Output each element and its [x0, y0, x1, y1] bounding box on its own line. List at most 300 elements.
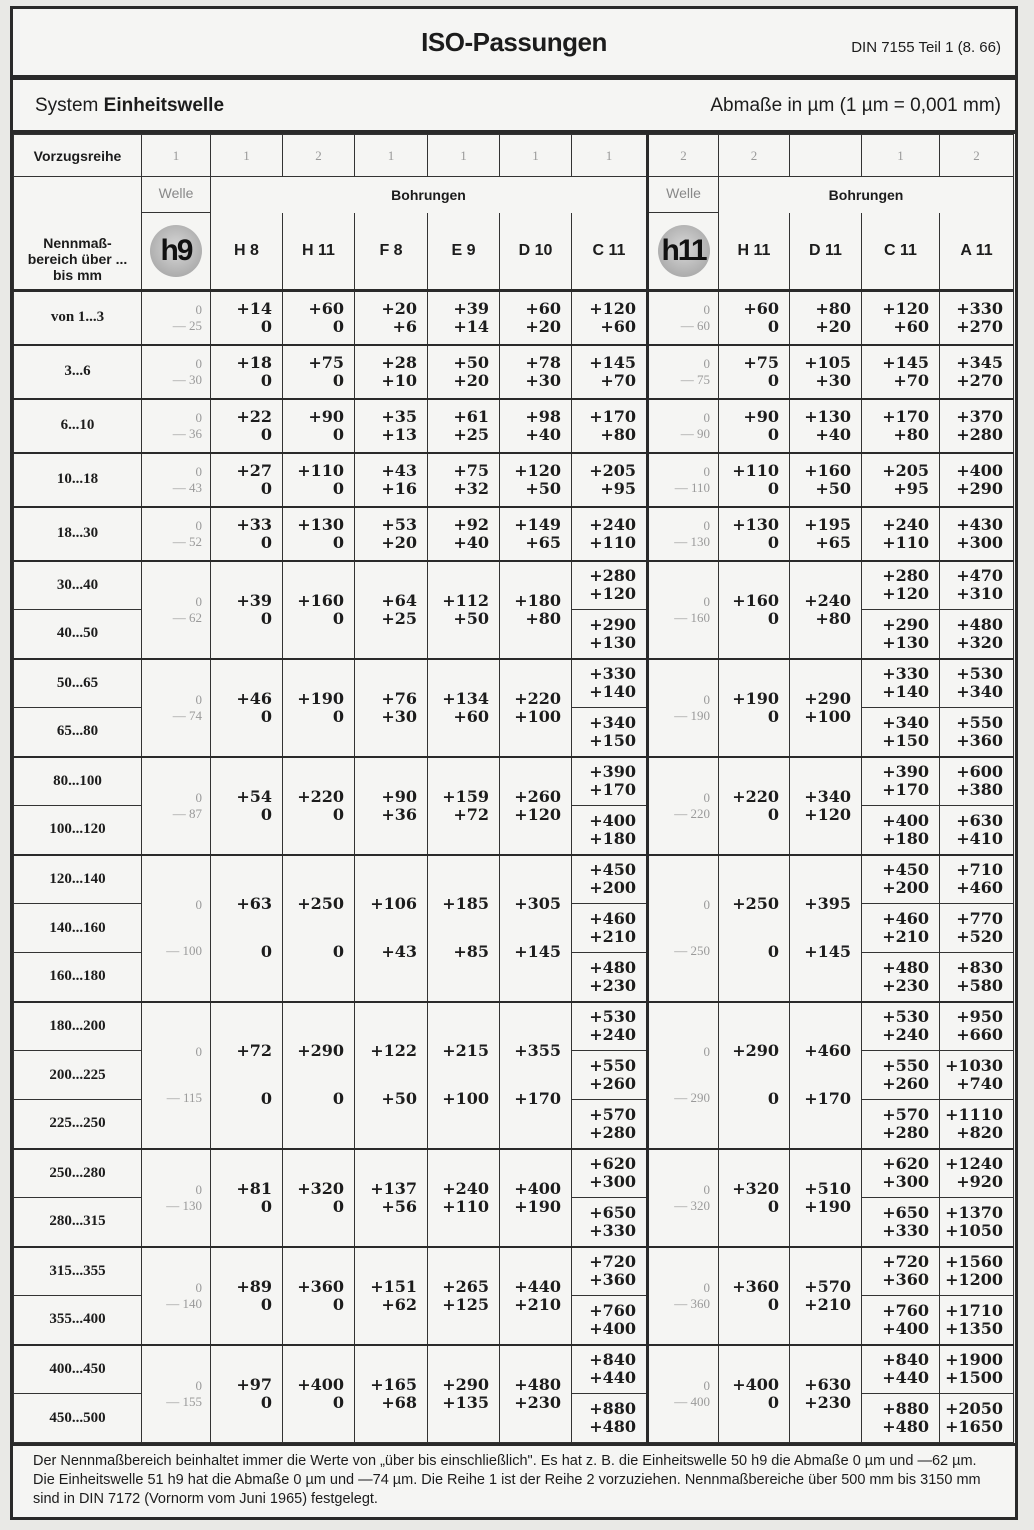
upper-deviation: +570 [804, 1276, 851, 1296]
lower-deviation: +60 [600, 316, 636, 336]
deviation-pair [355, 895, 427, 961]
value-cell [142, 453, 211, 507]
deviation-pair [862, 959, 939, 995]
upper-deviation: +360 [732, 1276, 779, 1296]
lower-deviation: +740 [956, 1074, 1003, 1093]
lower-deviation: +210 [514, 1294, 561, 1314]
deviation-pair [719, 300, 789, 336]
lower-deviation: +150 [589, 730, 636, 750]
lower-deviation: 0 [767, 804, 779, 824]
value-cell [355, 1002, 428, 1149]
upper-deviation: +620 [589, 1154, 636, 1174]
lower-deviation: 0 [260, 706, 272, 726]
nominal-range: 160...180 [14, 953, 142, 1002]
deviation-pair [719, 895, 789, 961]
lower-deviation: 0 [767, 942, 779, 961]
upper-deviation: +250 [732, 894, 779, 913]
value-cell [283, 855, 355, 1002]
upper-deviation: +760 [589, 1300, 636, 1320]
upper-deviation: +390 [589, 762, 636, 782]
value-cell [648, 1149, 719, 1247]
deviation-pair [142, 410, 210, 442]
upper-deviation: 0 [195, 789, 202, 805]
deviation-pair [649, 594, 718, 626]
upper-deviation: +160 [804, 460, 851, 480]
value-cell [862, 757, 940, 806]
value-cell [719, 453, 790, 507]
value-cell [283, 1247, 355, 1345]
lower-deviation: 0 [260, 370, 272, 390]
lower-deviation: +25 [453, 424, 489, 444]
upper-deviation: +215 [442, 1041, 489, 1060]
upper-deviation: +290 [297, 1041, 344, 1060]
lower-deviation: +20 [453, 370, 489, 390]
lower-deviation: +260 [589, 1074, 636, 1093]
group-header-row [14, 177, 1014, 213]
deviation-pair [790, 516, 861, 552]
bohrungen-label-left: Bohrungen [211, 177, 648, 213]
upper-deviation: +320 [297, 1178, 344, 1198]
deviation-pair [862, 1106, 939, 1142]
deviation-pair [283, 1376, 354, 1412]
lower-deviation: 0 [260, 942, 272, 961]
value-cell [790, 561, 862, 659]
deviation-pair [719, 1042, 789, 1108]
deviation-pair [500, 1278, 571, 1314]
value-cell [572, 757, 648, 806]
upper-deviation: +20 [381, 298, 417, 318]
upper-deviation: +460 [804, 1041, 851, 1060]
lower-deviation: +85 [453, 942, 489, 961]
deviation-pair [862, 714, 939, 750]
value-cell [572, 507, 648, 561]
lower-deviation: +380 [956, 780, 1003, 800]
lower-deviation: +480 [882, 1417, 929, 1436]
bohrungen-label-right: Bohrungen [719, 177, 1014, 213]
deviation-pair [500, 516, 571, 552]
deviation-pair [862, 1400, 939, 1436]
vorzugsreihe-value: 1 [500, 135, 572, 177]
lower-deviation: +130 [589, 632, 636, 652]
lower-deviation: 0 [260, 478, 272, 498]
deviation-pair [211, 1376, 282, 1412]
deviation-pair [428, 592, 499, 628]
upper-deviation: 0 [195, 691, 202, 707]
deviation-pair [862, 812, 939, 848]
value-cell [862, 291, 940, 345]
lower-deviation: +100 [804, 706, 851, 726]
deviation-pair [572, 1204, 646, 1240]
value-cell [355, 399, 428, 453]
lower-deviation: 0 [332, 1089, 344, 1108]
upper-deviation: 0 [195, 1181, 202, 1197]
lower-deviation: +145 [514, 942, 561, 961]
lower-deviation: +210 [804, 1294, 851, 1314]
value-cell [862, 399, 940, 453]
deviation-pair [940, 665, 1013, 701]
value-cell [500, 659, 572, 757]
deviation-pair [790, 462, 861, 498]
deviation-pair [940, 763, 1013, 799]
value-cell [862, 1198, 940, 1247]
lower-deviation: — 115 [166, 1090, 202, 1105]
upper-deviation: +43 [381, 460, 417, 480]
upper-deviation: +35 [381, 406, 417, 426]
deviation-pair [500, 1042, 571, 1108]
lower-deviation: 0 [332, 608, 344, 628]
nominal-range: 400...450 [14, 1345, 142, 1394]
deviation-pair [940, 1057, 1013, 1093]
value-cell [211, 291, 283, 345]
lower-deviation: — 36 [172, 425, 202, 441]
lower-deviation: +310 [956, 584, 1003, 604]
nominal-range: 140...160 [14, 904, 142, 953]
deviation-pair [500, 895, 571, 961]
deviation-pair [142, 1280, 210, 1312]
upper-deviation: +340 [589, 712, 636, 732]
value-cell [355, 855, 428, 1002]
upper-deviation: +530 [956, 664, 1003, 684]
deviation-pair [142, 1044, 210, 1106]
value-cell [572, 904, 648, 953]
value-cell [572, 291, 648, 345]
lower-deviation: +270 [956, 316, 1003, 336]
upper-deviation: 0 [703, 691, 710, 707]
lower-deviation: 0 [260, 804, 272, 824]
system-name: Einheitswelle [103, 95, 225, 116]
value-cell [940, 1345, 1014, 1394]
value-cell [648, 507, 719, 561]
lower-deviation: +120 [804, 804, 851, 824]
lower-deviation: — 130 [674, 533, 710, 549]
upper-deviation: +760 [882, 1300, 929, 1320]
lower-deviation: 0 [332, 424, 344, 444]
value-cell [719, 561, 790, 659]
fit-header: H 8 [211, 213, 283, 291]
upper-deviation: +180 [514, 590, 561, 610]
value-cell [648, 659, 719, 757]
upper-deviation: +98 [525, 406, 561, 426]
lower-deviation: +120 [589, 584, 636, 604]
upper-deviation: +600 [956, 762, 1003, 782]
upper-deviation: +28 [381, 352, 417, 372]
lower-deviation: +50 [453, 608, 489, 628]
lower-deviation: 0 [332, 370, 344, 390]
upper-deviation: +110 [297, 460, 344, 480]
value-cell [355, 345, 428, 399]
lower-deviation: +300 [882, 1172, 929, 1192]
value-cell [500, 1149, 572, 1247]
lower-deviation: — 190 [674, 707, 710, 723]
value-cell [572, 1296, 648, 1345]
upper-deviation: +480 [589, 957, 636, 977]
deviation-pair [500, 690, 571, 726]
value-cell [862, 953, 940, 1002]
upper-deviation: 0 [703, 1044, 710, 1059]
lower-deviation: +36 [381, 804, 417, 824]
value-cell [428, 855, 500, 1002]
value-cell [142, 757, 211, 855]
deviation-pair [572, 616, 646, 652]
upper-deviation: +120 [882, 298, 929, 318]
value-cell [428, 291, 500, 345]
deviation-pair [283, 516, 354, 552]
nominal-range: 450...500 [14, 1394, 142, 1443]
upper-deviation: +220 [514, 688, 561, 708]
value-cell [940, 1296, 1014, 1345]
lower-deviation: +125 [442, 1294, 489, 1314]
upper-deviation: +63 [236, 894, 272, 913]
deviation-pair [572, 1253, 646, 1289]
value-cell [862, 1247, 940, 1296]
upper-deviation: 0 [195, 1044, 202, 1059]
upper-deviation: +530 [882, 1007, 929, 1027]
upper-deviation: +220 [732, 786, 779, 806]
lower-deviation: +1350 [945, 1318, 1003, 1338]
upper-deviation: 0 [195, 517, 202, 533]
lower-deviation: +170 [882, 780, 929, 800]
table-row [14, 507, 1014, 561]
units-note: Abmaße in µm (1 µm = 0,001 mm) [710, 95, 1001, 116]
lower-deviation: +20 [815, 316, 851, 336]
lower-deviation: 0 [260, 608, 272, 628]
upper-deviation: +1370 [945, 1202, 1003, 1222]
value-cell [790, 855, 862, 1002]
value-cell [940, 1100, 1014, 1149]
deviation-pair [649, 692, 718, 724]
deviation-pair [649, 410, 718, 442]
deviation-pair [649, 302, 718, 334]
upper-deviation: +400 [297, 1374, 344, 1394]
value-cell [355, 507, 428, 561]
value-cell [211, 507, 283, 561]
table-row [14, 757, 1014, 806]
upper-deviation: +550 [589, 1056, 636, 1075]
deviation-pair [790, 788, 861, 824]
nominal-range: 355...400 [14, 1296, 142, 1345]
deviation-pair [862, 1204, 939, 1240]
fit-header: H 11 [719, 213, 790, 291]
deviation-pair [283, 1278, 354, 1314]
lower-deviation: +80 [525, 608, 561, 628]
lower-deviation: — 43 [172, 479, 202, 495]
deviation-pair [862, 1008, 939, 1044]
deviation-pair [500, 1376, 571, 1412]
upper-deviation: +280 [589, 566, 636, 586]
upper-deviation: +480 [514, 1374, 561, 1394]
deviation-pair [862, 1351, 939, 1387]
lower-deviation: +30 [381, 706, 417, 726]
deviation-pair [862, 1155, 939, 1191]
lower-deviation: +43 [381, 942, 417, 961]
h11-badge: h11 [658, 225, 710, 277]
upper-deviation: 0 [703, 409, 710, 425]
value-cell [940, 855, 1014, 904]
upper-deviation: +450 [882, 860, 929, 880]
deviation-pair [940, 1106, 1013, 1142]
deviation-pair [862, 1253, 939, 1289]
fit-header: D 10 [500, 213, 572, 291]
lower-deviation: +1050 [945, 1220, 1003, 1240]
deviation-pair [649, 1378, 718, 1410]
upper-deviation: +360 [297, 1276, 344, 1296]
upper-deviation: +710 [956, 860, 1003, 880]
value-cell [862, 806, 940, 855]
upper-deviation: +110 [732, 460, 779, 480]
lower-deviation: +135 [442, 1392, 489, 1412]
upper-deviation: +320 [732, 1178, 779, 1198]
upper-deviation: 0 [195, 1377, 202, 1393]
lower-deviation: +410 [956, 828, 1003, 848]
lower-deviation: +280 [589, 1122, 636, 1142]
lower-deviation: 0 [332, 1196, 344, 1216]
table-row [14, 453, 1014, 507]
lower-deviation: +70 [893, 370, 929, 390]
deviation-pair [500, 300, 571, 336]
deviation-pair [355, 408, 427, 444]
lower-deviation: +30 [815, 370, 851, 390]
deviation-pair [142, 594, 210, 626]
value-cell [572, 1002, 648, 1051]
lower-deviation: +360 [882, 1270, 929, 1290]
deviation-pair [649, 1280, 718, 1312]
deviation-pair [940, 462, 1013, 498]
deviation-pair [940, 616, 1013, 652]
nominal-range: 280...315 [14, 1198, 142, 1247]
value-cell [940, 399, 1014, 453]
deviation-pair [572, 861, 646, 897]
system-label [35, 95, 224, 117]
lower-deviation: +240 [589, 1025, 636, 1045]
upper-deviation: +390 [882, 762, 929, 782]
upper-deviation: +240 [442, 1178, 489, 1198]
nominal-range: 225...250 [14, 1100, 142, 1149]
value-cell [862, 904, 940, 953]
vorzugsreihe-value: 1 [572, 135, 648, 177]
value-cell [283, 345, 355, 399]
deviation-pair [428, 300, 499, 336]
value-cell [862, 507, 940, 561]
deviation-pair [940, 910, 1013, 946]
deviation-pair [355, 1042, 427, 1108]
upper-deviation: +240 [589, 514, 636, 534]
upper-deviation: 0 [703, 1181, 710, 1197]
value-cell [940, 806, 1014, 855]
value-cell [428, 757, 500, 855]
lower-deviation: — 220 [674, 805, 710, 821]
deviation-pair [428, 895, 499, 961]
deviation-pair [211, 1042, 282, 1108]
upper-deviation: +112 [442, 590, 489, 610]
lower-deviation: +80 [893, 424, 929, 444]
lower-deviation: 0 [767, 608, 779, 628]
lower-deviation: +40 [525, 424, 561, 444]
lower-deviation: 0 [332, 706, 344, 726]
deviation-pair [649, 1044, 718, 1106]
lower-deviation: 0 [332, 804, 344, 824]
deviation-pair [142, 1182, 210, 1214]
lower-deviation: +62 [381, 1294, 417, 1314]
upper-deviation: +450 [589, 860, 636, 880]
deviation-pair [940, 408, 1013, 444]
value-cell [572, 1100, 648, 1149]
upper-deviation: 0 [195, 409, 202, 425]
deviation-pair [355, 1376, 427, 1412]
lower-deviation: +280 [956, 424, 1003, 444]
deviation-pair [790, 1376, 861, 1412]
upper-deviation: +340 [882, 712, 929, 732]
table-row [14, 345, 1014, 399]
deviation-pair [283, 462, 354, 498]
nominal-range: 120...140 [14, 855, 142, 904]
lower-deviation: +440 [589, 1368, 636, 1388]
value-cell [283, 507, 355, 561]
upper-deviation: +400 [732, 1374, 779, 1394]
deviation-pair [719, 788, 789, 824]
deviation-pair [940, 354, 1013, 390]
upper-deviation: +205 [589, 460, 636, 480]
lower-deviation: +290 [956, 478, 1003, 498]
value-cell [940, 507, 1014, 561]
value-cell [648, 345, 719, 399]
lower-deviation: 0 [767, 1089, 779, 1108]
upper-deviation: +170 [589, 406, 636, 426]
page-title: ISO-Passungen [421, 27, 607, 57]
upper-deviation: +1030 [945, 1056, 1003, 1075]
deviation-pair [719, 1180, 789, 1216]
deviation-pair [572, 408, 646, 444]
fit-header: C 11 [572, 213, 648, 291]
upper-deviation: +53 [381, 514, 417, 534]
value-cell [862, 610, 940, 659]
upper-deviation: +880 [589, 1399, 636, 1418]
upper-deviation: +78 [525, 352, 561, 372]
value-cell [211, 757, 283, 855]
upper-deviation: +1110 [945, 1104, 1003, 1124]
deviation-pair [211, 1180, 282, 1216]
lower-deviation: — 140 [166, 1295, 202, 1311]
deviation-pair [719, 354, 789, 390]
deviation-pair [283, 1042, 354, 1108]
deviation-pair [862, 516, 939, 552]
lower-deviation: +120 [514, 804, 561, 824]
deviation-pair [428, 462, 499, 498]
deviation-pair [500, 354, 571, 390]
upper-deviation: +90 [381, 786, 417, 806]
lower-deviation: +520 [956, 927, 1003, 946]
deviation-pair [572, 1302, 646, 1338]
deviation-pair [355, 1278, 427, 1314]
value-cell [572, 561, 648, 610]
value-cell [719, 659, 790, 757]
value-cell [940, 757, 1014, 806]
lower-deviation: — 360 [674, 1295, 710, 1311]
value-cell [790, 453, 862, 507]
deviation-pair [940, 1008, 1013, 1044]
upper-deviation: 0 [195, 355, 202, 371]
lower-deviation: +50 [381, 1089, 417, 1108]
value-cell [355, 291, 428, 345]
deviation-pair [719, 408, 789, 444]
deviation-pair [355, 462, 427, 498]
upper-deviation: +400 [589, 810, 636, 830]
lower-deviation: — 160 [674, 609, 710, 625]
value-cell [500, 855, 572, 1002]
lower-deviation: 0 [332, 942, 344, 961]
deviation-pair [142, 1378, 210, 1410]
deviation-pair [940, 959, 1013, 995]
deviation-pair [572, 1008, 646, 1044]
